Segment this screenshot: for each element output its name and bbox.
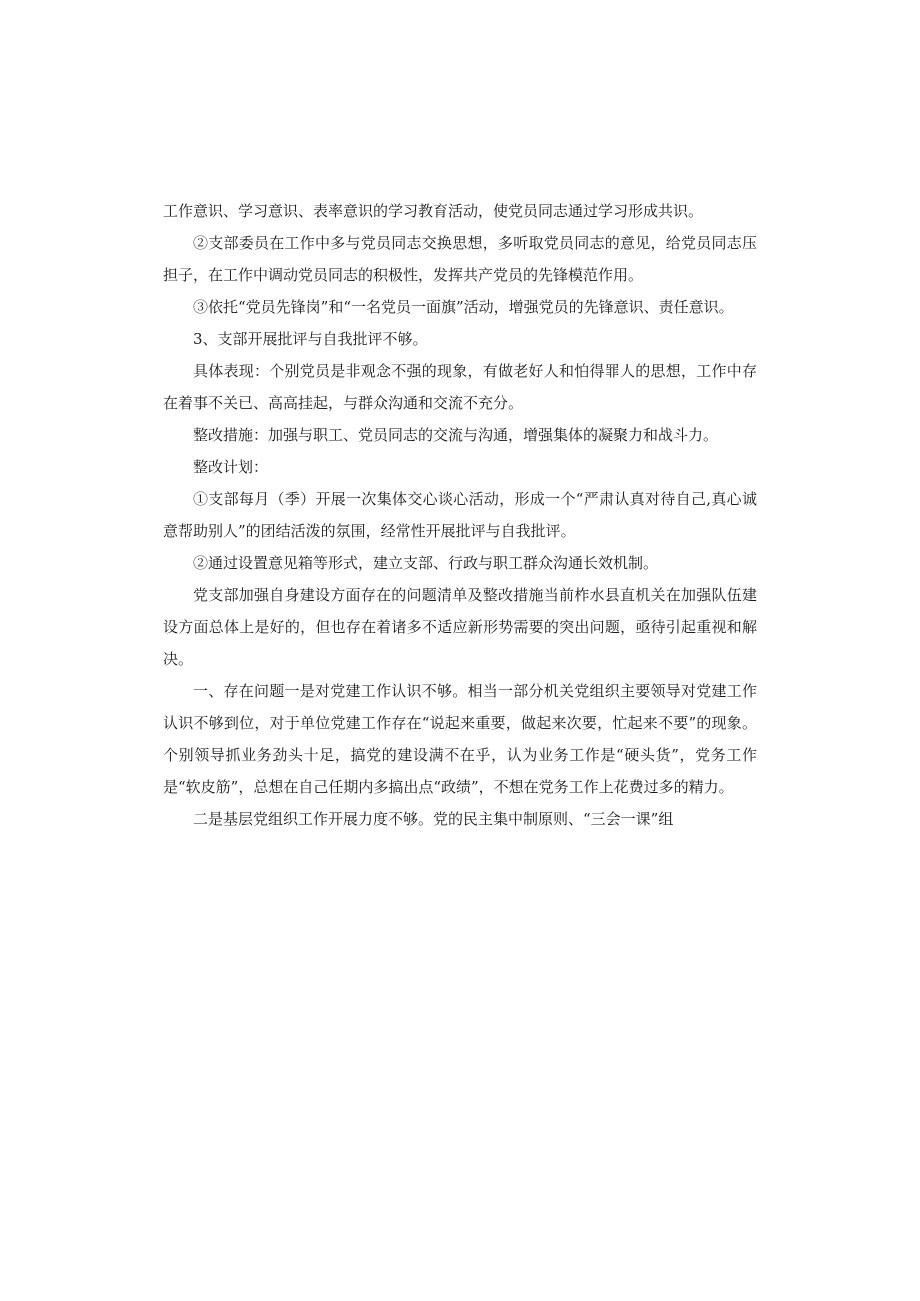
paragraph-9: ②通过设置意见箱等形式，建立支部、行政与职工群众沟通长效机制。 — [193, 554, 659, 572]
paragraph-6: 整改措施：加强与职工、党员同志的交流与沟通，增强集体的凝聚力和战斗力。 — [193, 426, 719, 444]
paragraph-5: 具体表现：个别党员是非观念不强的现象，有做老好人和怕得罪人的思想，工作中存在着事不关已、高高挂起，与群众沟通和交流不充分。 — [163, 362, 757, 412]
paragraph-1: 工作意识、学习意识、表率意识的学习教育活动，使党员同志通过学习形成共识。 — [163, 202, 704, 220]
paragraph-10: 党支部加强自身建设方面存在的问题清单及整改措施当前柞水县直机关在加强队伍建设方面总体上是好的，但也存在着诸多不适应新形势需要的突出问题，亟待引起重视和解决。 — [163, 586, 757, 668]
paragraph-7: 整改计划： — [193, 458, 269, 476]
paragraph-11: 一、存在问题一是对党建工作认识不够。相当一部分机关党组织主要领导对党建工作认识不够到位，对于单位党建工作存在“说起来重要，做起来次要，忙起来不要”的现象。个别领导抓业务劲头十足，搞党的建设满不在乎，认为业务工作是“硬头货”，党务工作是“软皮筋”，总想在自己任期内多搞出点“政绩”，不想在党务工作上花费过多的精力。 — [163, 682, 757, 796]
paragraph-12: 二是基层党组织工作开展力度不够。党的民主集中制原则、“三会一课”组 — [193, 810, 674, 828]
paragraph-3: ③依托“党员先锋岗”和“一名党员一面旗”活动，增强党员的先锋意识、责任意识。 — [193, 298, 734, 316]
document-body — [163, 195, 757, 835]
paragraph-8: ①支部每月（季）开展一次集体交心谈心活动，形成一个“严肃认真对待自己,真心诚意帮助别人”的团结活泼的氛围，经常性开展批评与自我批评。 — [163, 490, 757, 540]
paragraph-4: 3、支部开展批评与自我批评不够。 — [193, 330, 428, 348]
paragraph-2: ②支部委员在工作中多与党员同志交换思想，多听取党员同志的意见，给党员同志压担子，在工作中调动党员同志的积极性，发挥共产党员的先锋模范作用。 — [163, 234, 757, 284]
